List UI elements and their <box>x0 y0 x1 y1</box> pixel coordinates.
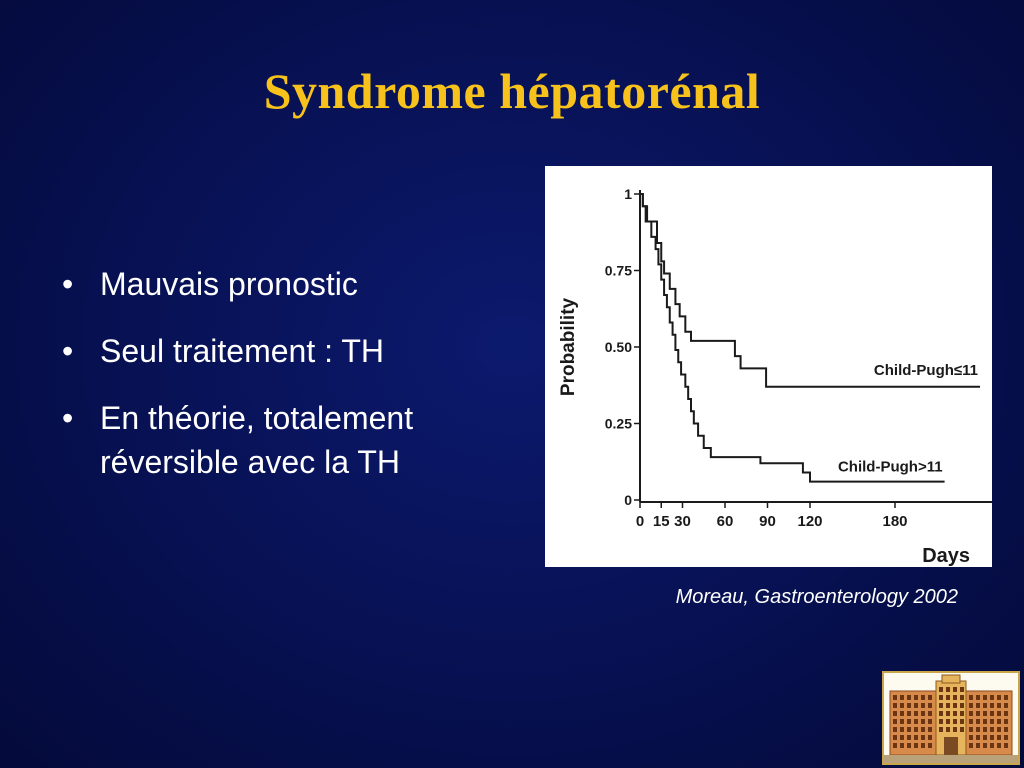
bullet-text: En théorie, totalement réversible avec la TH <box>100 399 414 481</box>
y-tick-label: 0.25 <box>604 415 632 432</box>
y-axis-title: Probability <box>558 297 579 397</box>
bullet-item <box>62 329 532 374</box>
x-tick-label: 15 <box>652 513 670 530</box>
slide-title: Syndrome hépatorénal <box>263 63 761 119</box>
y-tick-label: 0 <box>624 492 632 508</box>
x-tick-label: 60 <box>716 513 734 530</box>
y-tick-label: 0.50 <box>604 339 632 355</box>
y-tick-label: 0.75 <box>604 262 632 279</box>
x-tick-label: 180 <box>882 513 908 530</box>
bullet-list <box>62 262 532 507</box>
x-axis-title: Days <box>922 545 970 567</box>
y-tick-label: 1 <box>624 186 632 202</box>
bullet-item <box>62 396 532 486</box>
bullet-text: Mauvais pronostic <box>100 266 358 302</box>
x-tick-label: 30 <box>674 513 691 530</box>
bullet-dot-icon: • <box>62 399 74 436</box>
bullet-dot-icon: • <box>62 266 74 302</box>
survival-curve-2 <box>640 194 945 482</box>
survival-chart <box>545 166 992 567</box>
hospital-building-logo <box>882 671 1020 765</box>
x-tick-label: 0 <box>635 513 645 530</box>
survival-curve-1 <box>640 194 980 387</box>
bullet-item <box>62 262 532 307</box>
series-label: Child-Pugh≤11 <box>873 361 978 379</box>
x-tick-label: 90 <box>759 513 776 530</box>
survival-chart-svg <box>545 166 992 567</box>
series-label: Child-Pugh>11 <box>837 458 943 476</box>
x-tick-label: 120 <box>797 513 823 530</box>
bullet-text: Seul traitement : TH <box>100 332 384 369</box>
bullet-dot-icon: • <box>62 332 74 369</box>
chart-source-caption: Moreau, Gastroenterology 2002 <box>675 586 958 608</box>
